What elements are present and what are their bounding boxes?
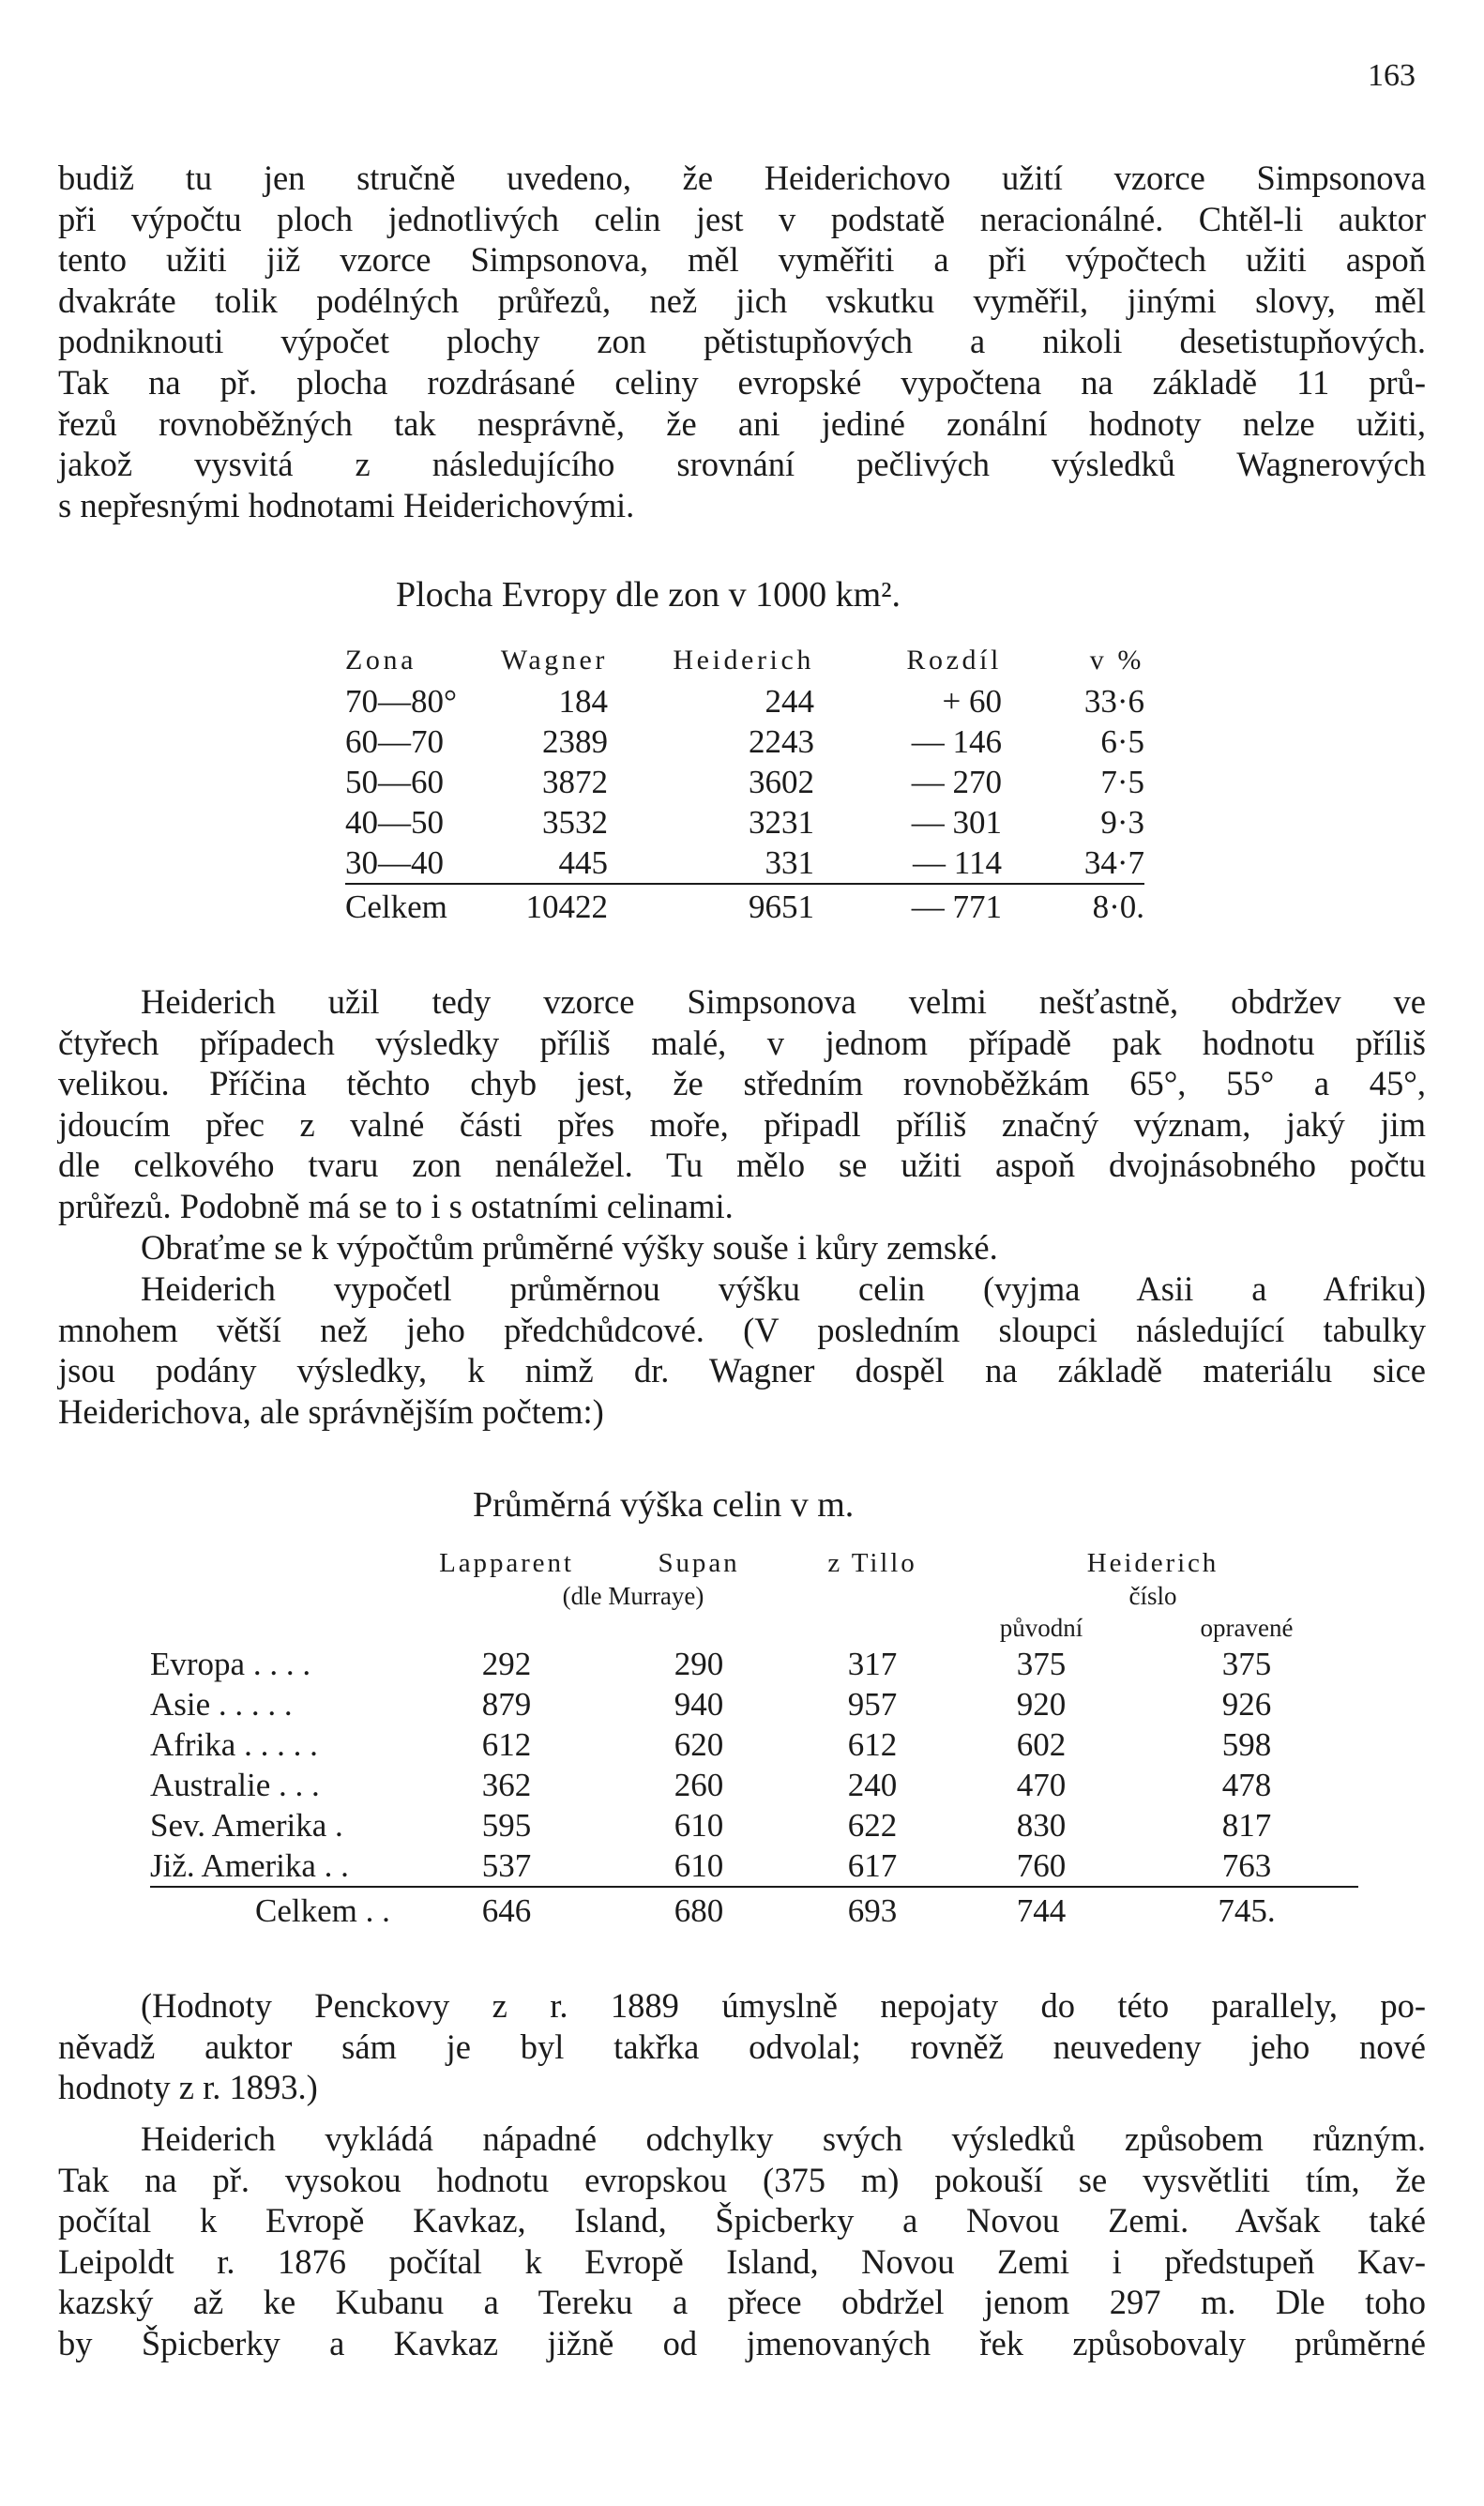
table-cell: 760 (1016, 1846, 1067, 1884)
table-cell: 595 (481, 1806, 532, 1844)
table-row (345, 721, 1144, 762)
table-cell: 879 (481, 1685, 532, 1723)
table-cell: 70—80° (345, 682, 457, 720)
paragraph-2 (58, 981, 1426, 1227)
paragraph-1 (58, 158, 1426, 525)
table-cell: 260 (674, 1766, 724, 1803)
text-line: Heiderich vypočetl průměrnou výšku celin (vyjma Asii a Afriku) (141, 1269, 1426, 1308)
col-header-heiderich: Heiderich (1086, 1547, 1219, 1578)
table-cell: 3872 (542, 763, 608, 800)
text-line: řezů rovnoběžných tak nesprávně, že ani jediné zonální hodnoty nelze užiti, (58, 403, 1426, 443)
empty-header-cell (150, 1546, 413, 1580)
table-cell: 470 (1016, 1766, 1067, 1803)
table-cell: 926 (1221, 1685, 1272, 1723)
text-line: počítal k Evropě Kavkaz, Island, Špicberky a Novou Zemi. Avšak také (58, 2201, 1426, 2240)
table-cell: — 301 (911, 803, 1002, 841)
table-cell: 40—50 (345, 803, 444, 841)
table-cell: 50—60 (345, 763, 444, 800)
table-cell: — 114 (913, 843, 1002, 881)
text-line: Heiderich vykládá nápadné odchylky svých výsledků způsobem různým. (141, 2119, 1426, 2158)
table-cell: 622 (847, 1806, 898, 1844)
table-cell: 292 (481, 1645, 532, 1682)
text-line: velikou. Příčina těchto chyb jest, že středním rovnoběžkám 65°, 55° a 45°, (58, 1064, 1426, 1103)
table-cell: 537 (481, 1846, 532, 1884)
col-header-heiderich-sub: číslo (1128, 1581, 1177, 1610)
empty-header-cell (600, 1612, 797, 1644)
page-number: 163 (1368, 58, 1416, 93)
table-row (150, 1644, 1358, 1684)
table-cell: 244 (765, 682, 814, 720)
text-line: Heiderich užil tedy vzorce Simpsonova velmi nešťastně, obdržev ve (141, 982, 1426, 1021)
table-cell: 8·0. (1002, 884, 1144, 930)
text-line: kazský až ke Kubanu a Tereku a přece obdržel jenom 297 m. Dle toho (58, 2283, 1426, 2322)
text-line: mnohem větší než jeho předchůdcové. (V posledním sloupci následující tabulky (58, 1310, 1426, 1349)
table-cell: Asie . . . . . (150, 1685, 293, 1723)
table-cell: 331 (765, 843, 814, 881)
table-row (345, 762, 1144, 802)
text-line: tento užiti již vzorce Simpsonova, měl vyměřiti a při výpočtech užiti aspoň (58, 240, 1426, 280)
table-cell: 6·5 (1100, 722, 1144, 760)
table-cell: 2389 (542, 722, 608, 760)
table-total-row (345, 884, 1144, 930)
table-cell: 445 (558, 843, 608, 881)
text-line: jsou podány výsledky, k nimž dr. Wagner dospěl na základě materiálu sice (58, 1351, 1426, 1390)
table-cell: 362 (481, 1766, 532, 1803)
table-cell: 3231 (749, 803, 814, 841)
table-row (150, 1765, 1358, 1805)
table2-title: Průměrná výška celin v m. (473, 1485, 855, 1525)
table-cell: — 146 (911, 722, 1002, 760)
table-cell: 763 (1221, 1846, 1272, 1884)
table-header-row (150, 1612, 1358, 1644)
table-cell: 10422 (467, 884, 608, 930)
table-cell: 9651 (608, 884, 814, 930)
table-cell: 9·3 (1100, 803, 1144, 841)
table-cell: 693 (797, 1887, 947, 1935)
empty-header-cell (150, 1580, 413, 1612)
col-header-rozdil: Rozdíl (906, 645, 1002, 676)
table-header-row (150, 1580, 1358, 1612)
table-header-row (345, 640, 1144, 681)
table-row (150, 1805, 1358, 1845)
empty-header-cell (797, 1612, 947, 1644)
table-cell: 30—40 (345, 843, 444, 881)
table-cell: 598 (1221, 1725, 1272, 1763)
text-line: Tak na př. vysokou hodnotu evropskou (375 m) pokouší se vysvětliti tím, že (58, 2160, 1426, 2199)
table-row (345, 681, 1144, 721)
table-row (150, 1845, 1358, 1887)
paragraph-3 (58, 1227, 1426, 1268)
col-header-supan-note: (dle Murraye) (562, 1581, 704, 1610)
table-row (345, 843, 1144, 884)
table-cell: 817 (1221, 1806, 1272, 1844)
text-line: by Špicberky a Kavkaz jižně od jmenovaných řek způsobovaly průměrné (58, 2323, 1426, 2362)
table-cell: Australie . . . (150, 1766, 320, 1803)
col-header-opravene: opravené (1200, 1613, 1294, 1642)
table-cell: 317 (847, 1645, 898, 1682)
table2-mean-elevation (150, 1546, 1358, 1935)
table-cell: Evropa . . . . (150, 1645, 311, 1682)
table-cell: 617 (847, 1846, 898, 1884)
text-line: Tak na př. plocha rozdrásané celiny evropské vypočtena na základě 11 prů- (58, 362, 1426, 402)
table-cell: 646 (413, 1887, 600, 1935)
empty-header-cell (413, 1612, 600, 1644)
table-cell: 610 (674, 1846, 724, 1884)
text-line: průřezů. Podobně má se to i s ostatními celinami. (58, 1186, 734, 1225)
paragraph-4 (58, 1268, 1426, 1432)
table-cell: Celkem (345, 884, 467, 930)
table-row (150, 1724, 1358, 1765)
table-cell: 940 (674, 1685, 724, 1723)
col-header-supan: Supan (658, 1547, 740, 1578)
table-cell: 7·5 (1100, 763, 1144, 800)
table-cell: 612 (481, 1725, 532, 1763)
table-row (345, 802, 1144, 843)
table-cell: 602 (1016, 1725, 1067, 1763)
text-line: jakož vysvitá z následujícího srovnání pečlivých výsledků Wagnerových (58, 445, 1426, 484)
text-line: čtyřech případech výsledky příliš malé, v jednom případě pak hodnotu příliš (58, 1023, 1426, 1062)
text-line: něvadž auktor sám je byl takřka odvolal; rovněž neuvedeny jeho nové (58, 2027, 1426, 2066)
text-line: dvakráte tolik podélných průřezů, než jich vskutku vyměřil, jinými slovy, měl (58, 281, 1426, 320)
table1-title: Plocha Evropy dle zon v 1000 km². (396, 575, 901, 615)
text-line: při výpočtu ploch jednotlivých celin jest v podstatě neracionálné. Chtěl-li auktor (58, 199, 1426, 238)
table-cell: Sev. Amerika . (150, 1806, 343, 1844)
empty-header-cell (797, 1580, 947, 1612)
text-line: (Hodnoty Penckovy z r. 1889 úmyslně nepojaty do této parallely, po- (141, 1986, 1426, 2025)
table-cell: 3532 (542, 803, 608, 841)
table1-area-by-zones (345, 640, 1144, 930)
table-total-row (150, 1887, 1358, 1935)
table-cell: 744 (947, 1887, 1135, 1935)
table-cell: Afrika . . . . . (150, 1725, 318, 1763)
table-cell: 610 (674, 1806, 724, 1844)
text-line: jdoucím přec z valné části přes moře, připadl příliš značný význam, jaký jim (58, 1104, 1426, 1144)
table-cell: 920 (1016, 1685, 1067, 1723)
table-cell: Již. Amerika . . (150, 1846, 349, 1884)
text-line: budiž tu jen stručně uvedeno, že Heiderichovo užití vzorce Simpsonova (58, 159, 1426, 197)
col-header-wagner: Wagner (500, 645, 608, 676)
paragraph-6 (58, 2119, 1426, 2364)
table-cell: 33·6 (1083, 682, 1144, 720)
table-cell: 680 (600, 1887, 797, 1935)
empty-header-cell (150, 1612, 413, 1644)
table-cell: 290 (674, 1645, 724, 1682)
text-line: hodnoty z r. 1893.) (58, 2068, 318, 2107)
table-header-row (150, 1546, 1358, 1580)
table-cell: 34·7 (1083, 843, 1144, 881)
table-cell: 957 (847, 1685, 898, 1723)
table-cell: 620 (674, 1725, 724, 1763)
table-cell: 478 (1221, 1766, 1272, 1803)
table-cell: 830 (1016, 1806, 1067, 1844)
table-cell: 60—70 (345, 722, 444, 760)
table-cell: 2243 (749, 722, 814, 760)
col-header-percent: v % (1089, 645, 1144, 676)
table-cell: Celkem . . (150, 1887, 413, 1935)
text-line: Heiderichova, ale správnějším počtem:) (58, 1391, 604, 1431)
table-cell: + 60 (942, 682, 1002, 720)
text-line: podniknouti výpočet plochy zon pětistupňových a nikoli desetistupňových. (58, 322, 1426, 361)
text-line: Leipoldt r. 1876 počítal k Evropě Island, Novou Zemi i předstupeň Kav- (58, 2241, 1426, 2281)
table-cell: 184 (558, 682, 608, 720)
table-row (150, 1684, 1358, 1724)
table-cell: 240 (847, 1766, 898, 1803)
text-line: dle celkového tvaru zon nenáležel. Tu mělo se užiti aspoň dvojnásobného počtu (58, 1146, 1426, 1185)
table-cell: 612 (847, 1725, 898, 1763)
col-header-heiderich: Heiderich (673, 645, 814, 676)
table-cell: 375 (1221, 1645, 1272, 1682)
col-header-tillo: z Tillo (827, 1547, 917, 1578)
col-header-lapparent: Lapparent (439, 1547, 574, 1578)
col-header-zona: Zona (345, 645, 417, 676)
table-cell: 375 (1016, 1645, 1067, 1682)
table-cell: — 771 (814, 884, 1002, 930)
paragraph-5 (58, 1985, 1426, 2108)
text-line: Obraťme se k výpočtům průměrné výšky souše i kůry zemské. (141, 1228, 998, 1267)
col-header-puvodni: původní (999, 1613, 1083, 1642)
table-cell: 745. (1135, 1887, 1358, 1935)
table-cell: 3602 (749, 763, 814, 800)
text-line: s nepřesnými hodnotami Heiderichovými. (58, 485, 635, 524)
table-cell: — 270 (911, 763, 1002, 800)
